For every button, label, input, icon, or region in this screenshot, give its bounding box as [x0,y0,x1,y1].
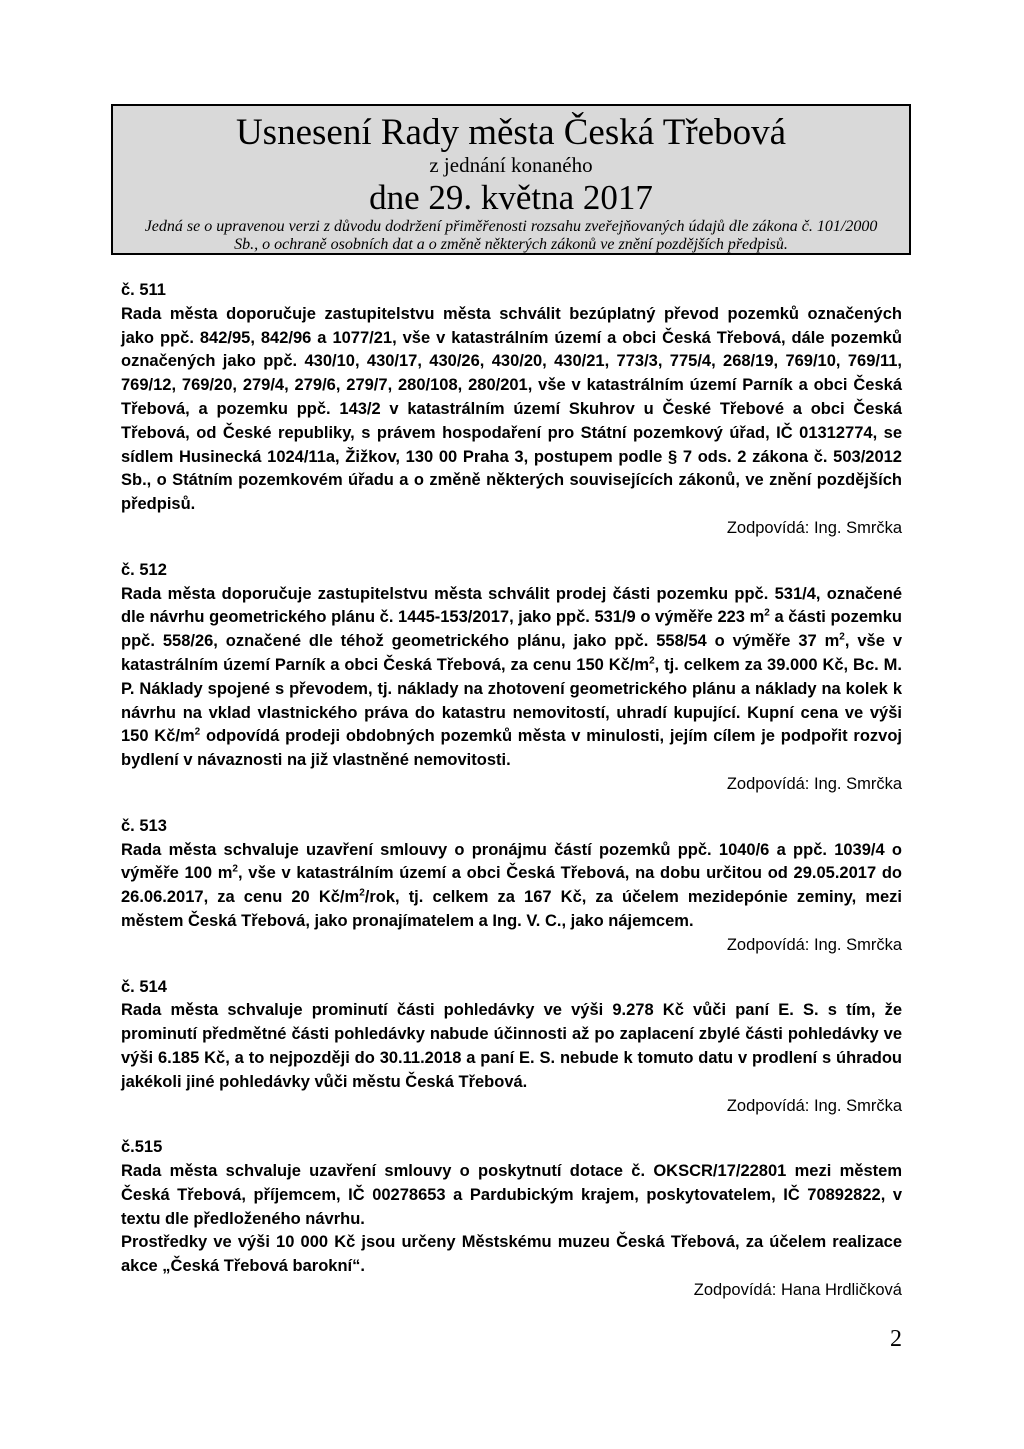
responsible-person: Zodpovídá: Ing. Smrčka [726,518,902,537]
superscript: 2 [194,726,201,738]
responsible-person: Zodpovídá: Hana Hrdličková [693,1281,902,1300]
text-segment: odpovídá prodeji obdobných pozemků města v minulosti, jejím cílem je podpořit rozvoj bydlení v návaznosti na již vlastněné nemovitosti. [121,727,902,770]
text-segment: /rok, tj. celkem za 167 Kč, za účelem mezidepónie zeminy, mezi městem Česká Třebová, jako pronajímatelem a Ing. V. C., jako nájemcem. [121,888,902,930]
resolution-text [121,839,902,934]
text-segment: , tj. celkem za 39.000 Kč, Bc. M. P. Náklady spojené s převodem, tj. náklady na zhotovení geometrického plánu a náklady na kolek k návrhu na vklad vlastnického práva do katastru nemovitostí, uhradí kupující. Kupní cena ve výši 150 Kč/m [121,655,903,746]
resolution-paragraph: Prostředky ve výši 10 000 Kč jsou určeny Městskému muzeu Česká Třebová, za účelem realizace akce „Česká Třebová barokní“. [121,1233,902,1276]
resolution-number: č. 513 [121,816,167,835]
responsible-person: Zodpovídá: Ing. Smrčka [726,774,902,793]
resolution-number: č. 514 [121,977,167,996]
resolution-text [121,1160,902,1279]
resolution-511 [121,279,902,541]
resolution-text [121,583,902,773]
text-segment: , vše v katastrálním území Parník a obci Česká Třebová, za cenu 150 Kč/m [121,632,902,674]
text-segment: Rada města doporučuje zastupitelstvu města schválit prodej části pozemku ppč. 531/4, označené dle návrhu geometrického plánu č. 1445-153/2017, jako ppč. 531/9 o výměře 223 m [121,584,902,627]
header-box [111,104,911,255]
anonymization-note: Jedná se o upravenou verzi z důvodu dodržení přiměřenosti rozsahu zveřejňovaných údajů dle zákona č. 101/2000 Sb., o ochraně osobních dat a o změně některých zákonů ve znění pozdějších předpisů. [144,218,878,253]
superscript: 2 [232,863,238,875]
page-number: 2 [890,1326,902,1352]
resolution-number: č. 511 [121,281,166,299]
superscript: 2 [359,887,365,899]
text-segment: Rada města schvaluje uzavření smlouvy o pronájmu částí pozemků ppč. 1040/6 a ppč. 1039/4 o výměře 100 m [121,840,902,883]
superscript: 2 [764,607,770,619]
superscript: 2 [839,631,845,643]
responsible-person: Zodpovídá: Ing. Smrčka [726,935,902,954]
resolution-513 [121,815,902,958]
document-subtitle: z jednání konaného [429,153,593,177]
resolution-515 [121,1136,902,1303]
responsible-person: Zodpovídá: Ing. Smrčka [726,1096,902,1115]
resolution-number: č. 512 [121,560,167,579]
meeting-date: dne 29. května 2017 [369,178,653,217]
superscript: 2 [649,655,655,667]
resolution-text: Rada města doporučuje zastupitelstvu města schválit bezúplatný převod pozemků označených jako ppč. 842/95, 842/96 a 1077/21, vše v katastrálním území a obci Česká Třebová, dále pozemků označených jako ppč. 430/10, 430/17, 430/26, 430/20, 430/21, 773/3, 775/4, 268/19, 769/10, 769/11, 769/12, 769/20, 279/4, 279/6, 279/7, 280/108, 280/201, vše v katastrálním území Parník a obci Česká Třebová, a pozemku ppč. 143/2 v katastrálním území Skuhrov u České Třebové a obci Česká Třebová, od České republiky, s právem hospodaření pro Státní pozemkový úřad, IČ 01312774, se sídlem Husinecká 1024/11a, Žižkov, 130 00 Praha 3, postupem podle § 7 ods. 2 zákona č. 503/2012 Sb., o Státním pozemkovém úřadu a o změně některých souvisejících zákonů, ve znění pozdějších předpisů. [121,304,902,514]
resolution-514 [121,976,902,1119]
resolution-number: č.515 [121,1138,163,1157]
resolution-512 [121,559,902,797]
document-title: Usnesení Rady města Česká Třebová [235,112,787,153]
text-segment: a části pozemku ppč. 558/26, označené dle téhož geometrického plánu, jako ppč. 558/54 o výměře 37 m [121,608,902,651]
text-segment: , vše v katastrálním území a obci Česká Třebová, na dobu určitou od 29.05.2017 do 26.06.2017, za cenu 20 Kč/m [121,864,903,907]
resolutions-list [121,279,902,1321]
resolution-paragraph: Rada města schvaluje uzavření smlouvy o poskytnutí dotace č. OKSCR/17/22801 mezi městem Česká Třebová, příjemcem, IČ 00278653 a Pardubickým krajem, poskytovatelem, IČ 70892822, v textu dle předloženého návrhu. [121,1162,902,1228]
resolution-text: Rada města schvaluje prominutí části pohledávky ve výši 9.278 Kč vůči paní E. S. s tím, že prominutí předmětné části pohledávky nabude účinnosti až po zaplacení zbylé části pohledávky ve výši 6.185 Kč, a to nejpozději do 30.11.2018 a paní E. S. nebude k tomuto datu v prodlení s úhradou jakékoli jiné pohledávky vůči městu Česká Třebová. [121,1001,902,1091]
